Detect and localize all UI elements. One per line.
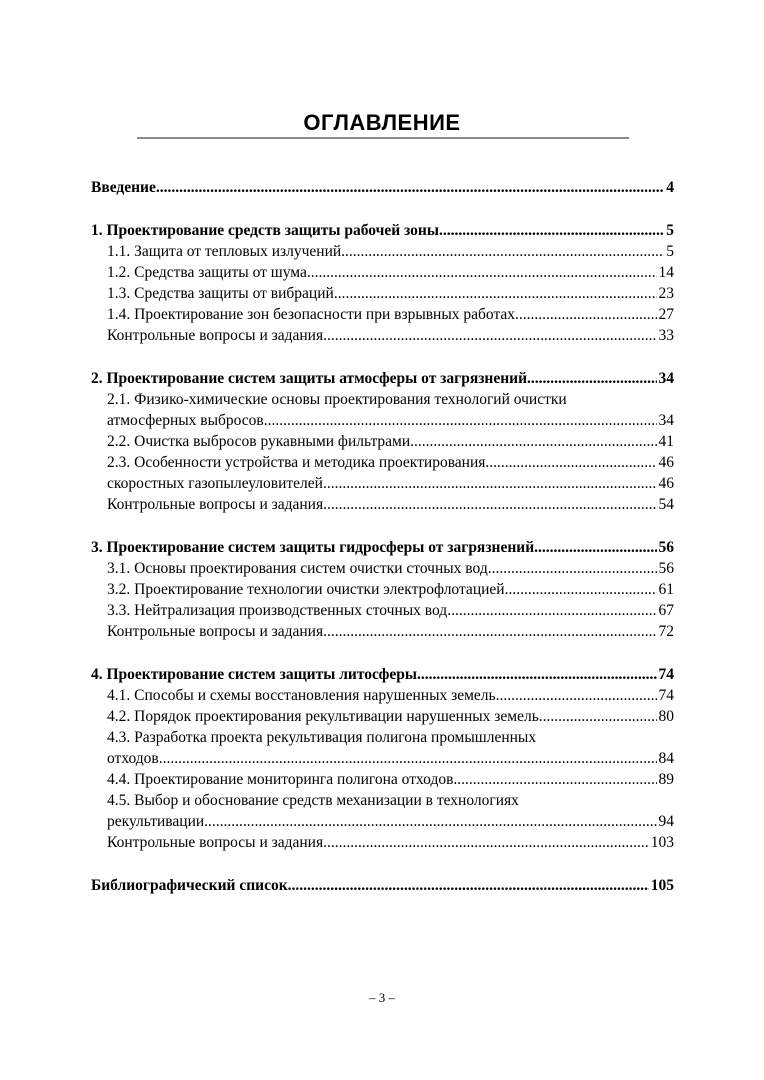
toc-page-number: 103 <box>650 834 674 851</box>
toc-entry-title: 4.4. Проектирование мониторинга полигона отходов <box>107 771 454 788</box>
toc-entry <box>91 262 674 283</box>
toc-page-number: 94 <box>658 813 674 830</box>
toc-page-number: 105 <box>650 877 674 894</box>
toc-entry-title: 2.3. Особенности устройства и методика проектирования <box>107 454 486 471</box>
toc-entry-title: 3. Проектирование систем защиты гидросферы от загрязнений <box>91 539 535 556</box>
toc-entry-title: Библиографический список <box>91 877 288 894</box>
toc-entry-title: 1.4. Проектирование зон безопасности при взрывных работах <box>107 306 516 323</box>
toc-entry-title: 4.1. Способы и схемы восстановления нарушенных земель <box>107 687 496 704</box>
toc-entry <box>91 241 674 262</box>
toc-entry-title: 3.1. Основы проектирования систем очистки сточных вод <box>107 560 488 577</box>
toc-chapter-entry <box>91 664 674 685</box>
toc-entry <box>91 452 674 473</box>
toc-chapter-entry <box>91 177 674 198</box>
toc-entry <box>91 748 674 769</box>
toc-page-number: 4 <box>666 179 674 196</box>
dot-leader <box>323 494 656 515</box>
toc-entry <box>91 473 674 494</box>
toc-entry-title: атмосферных выбросов <box>107 412 264 429</box>
toc-entry-title: 3.3. Нейтрализация производственных сточных вод <box>107 602 448 619</box>
dot-leader <box>159 748 657 769</box>
dot-leader <box>323 325 656 346</box>
toc-page-number: 74 <box>658 666 674 683</box>
toc-entry-title: 1. Проектирование средств защиты рабочей зоны <box>91 222 439 239</box>
toc-page-number: 54 <box>658 496 674 513</box>
toc-entry-title: Контрольные вопросы и задания <box>107 496 324 513</box>
page-title: ОГЛАВЛЕНИЕ <box>303 110 461 135</box>
dot-leader <box>264 410 657 431</box>
dot-leader <box>156 177 664 198</box>
dot-leader <box>527 368 656 389</box>
toc-entry-title: 4. Проектирование систем защиты литосферы <box>91 666 417 683</box>
toc-page-number: 5 <box>666 243 674 260</box>
toc-entry <box>91 325 674 346</box>
toc-page-number: 89 <box>658 771 674 788</box>
toc-entry <box>91 706 674 727</box>
dot-leader <box>447 600 656 621</box>
toc-page-number: 80 <box>658 708 674 725</box>
toc-entry-title: скоростных газопылеуловителей <box>107 475 323 492</box>
toc-page-number: 34 <box>658 370 674 387</box>
toc-chapter-entry <box>91 537 674 558</box>
toc-page-number: 46 <box>658 475 674 492</box>
dot-leader <box>485 452 656 473</box>
toc-entry <box>91 494 674 515</box>
toc-entry <box>91 600 674 621</box>
dot-leader <box>417 664 657 685</box>
toc-entry-title: 4.5. Выбор и обоснование средств механизации в технологиях <box>107 792 519 809</box>
section-gap <box>91 853 674 875</box>
dot-leader <box>341 241 664 262</box>
table-of-contents <box>91 177 674 896</box>
toc-entry-title: 4.3. Разработка проекта рекультивация полигона промышленных <box>107 729 537 746</box>
toc-entry <box>91 558 674 579</box>
toc-page-number: 46 <box>658 454 674 471</box>
toc-entry <box>91 685 674 706</box>
toc-page-number: 23 <box>658 285 674 302</box>
toc-entry-title: 1.2. Средства защиты от шума <box>107 264 307 281</box>
toc-page-number: 33 <box>658 327 674 344</box>
dot-leader <box>488 558 657 579</box>
toc-entry <box>91 431 674 452</box>
toc-page-number: 72 <box>658 623 674 640</box>
dot-leader <box>323 621 656 642</box>
toc-entry-title: отходов <box>107 750 159 767</box>
toc-chapter-entry <box>91 368 674 389</box>
toc-entry <box>91 410 674 431</box>
toc-entry-title: 3.2. Проектирование технологии очистки электрофлотацией <box>107 581 505 598</box>
dot-leader <box>496 685 657 706</box>
title-underline <box>137 137 629 139</box>
toc-entry <box>91 389 674 410</box>
toc-entry <box>91 283 674 304</box>
toc-entry-title: 2.2. Очистка выбросов рукавными фильтрами <box>107 433 411 450</box>
toc-entry-title: рекультивации <box>107 813 205 830</box>
section-gap <box>91 198 674 220</box>
dot-leader <box>505 579 657 600</box>
dot-leader <box>515 304 656 325</box>
dot-leader <box>453 769 656 790</box>
dot-leader <box>410 431 656 452</box>
toc-entry <box>91 832 674 853</box>
toc-page-number: 34 <box>658 412 674 429</box>
toc-entry <box>91 790 674 811</box>
dot-leader <box>204 811 656 832</box>
page-number: – 3 – <box>369 990 395 1005</box>
toc-entry-title: 4.2. Порядок проектирования рекультивации нарушенных земель <box>107 708 539 725</box>
toc-entry-title: Контрольные вопросы и задания <box>107 327 324 344</box>
toc-entry <box>91 579 674 600</box>
toc-entry <box>91 304 674 325</box>
toc-entry-title: 1.3. Средства защиты от вибраций <box>107 285 334 302</box>
toc-entry <box>91 621 674 642</box>
toc-entry-title: Контрольные вопросы и задания <box>107 834 324 851</box>
dot-leader <box>307 262 657 283</box>
toc-page-number: 61 <box>658 581 674 598</box>
section-gap <box>91 515 674 537</box>
dot-leader <box>323 832 649 853</box>
dot-leader <box>439 220 664 241</box>
toc-page-number: 84 <box>658 750 674 767</box>
toc-page-number: 14 <box>658 264 674 281</box>
toc-page-number: 41 <box>658 433 674 450</box>
toc-chapter-entry <box>91 220 674 241</box>
toc-page-number: 56 <box>658 560 674 577</box>
section-gap <box>91 346 674 368</box>
dot-leader <box>334 283 657 304</box>
toc-page-number: 27 <box>658 306 674 323</box>
section-gap <box>91 642 674 664</box>
toc-entry-title: 2. Проектирование систем защиты атмосферы от загрязнений <box>91 370 528 387</box>
toc-page-number: 74 <box>658 687 674 704</box>
toc-page-number: 67 <box>658 602 674 619</box>
dot-leader <box>534 537 656 558</box>
toc-entry-title: 1.1. Защита от тепловых излучений <box>107 243 342 260</box>
toc-page-number: 56 <box>658 539 674 556</box>
toc-page-number: 5 <box>666 222 674 239</box>
toc-entry-title: Контрольные вопросы и задания <box>107 623 324 640</box>
toc-entry <box>91 769 674 790</box>
dot-leader <box>539 706 657 727</box>
toc-entry <box>91 727 674 748</box>
toc-entry-title: 2.1. Физико-химические основы проектирования технологий очистки <box>107 391 567 408</box>
toc-entry-title: Введение <box>91 179 156 196</box>
dot-leader <box>323 473 657 494</box>
dot-leader <box>288 875 649 896</box>
toc-chapter-entry <box>91 875 674 896</box>
toc-entry <box>91 811 674 832</box>
